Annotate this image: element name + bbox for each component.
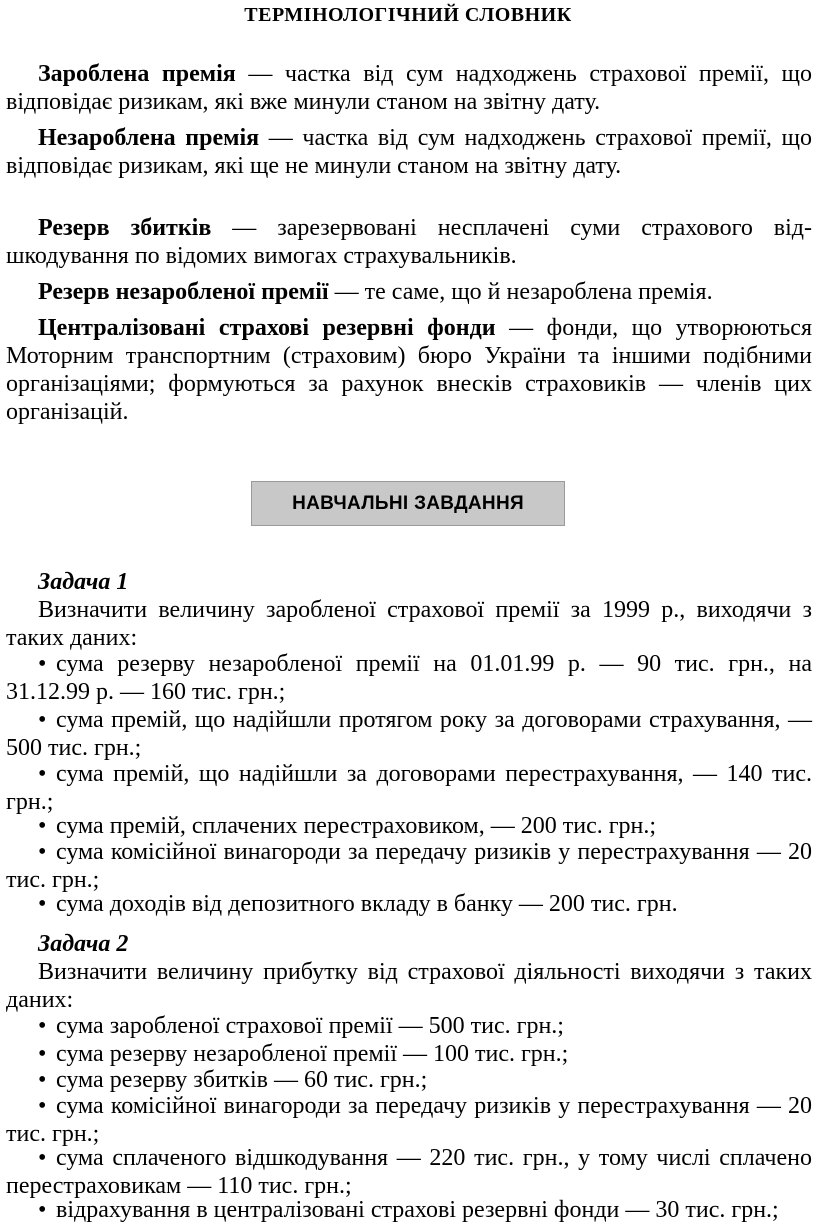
bullet-icon: • bbox=[38, 1093, 47, 1119]
term-name: Резерв незаробленої премії bbox=[38, 279, 329, 305]
term-text: — зарезервовані несплачені суми страхового відшкодування по відомих вимогах страхувальників. bbox=[6, 215, 812, 269]
bullet-icon: • bbox=[38, 761, 47, 787]
bullet-icon: • bbox=[38, 839, 47, 865]
list-item: • сума сплаченого відшкодування — 220 тис. грн., у тому числі сплачено перестраховикам — 110 тис. грн.; bbox=[6, 1145, 812, 1199]
term-name: Резерв збитків bbox=[38, 215, 212, 241]
section-banner: НАВЧАЛЬНІ ЗАВДАННЯ bbox=[251, 481, 565, 526]
term-name: Незароблена премія bbox=[38, 125, 260, 151]
task-title: Задача 2 bbox=[38, 931, 129, 957]
task-title: Задача 1 bbox=[38, 569, 129, 595]
list-item: • відрахування в централізовані страхові резервні фонди — 30 тис. грн.; bbox=[38, 1197, 779, 1223]
list-item: • сума премій, сплачених перестраховиком, — 200 тис. грн.; bbox=[38, 813, 657, 839]
term-text: — частка від сум надходжень страхової премії, що відповідає ризикам, які ще не минули станом на звітну дату. bbox=[6, 125, 812, 179]
term-definition bbox=[6, 214, 812, 270]
list-item: • сума комісійної винагороди за передачу ризиків у перестрахування — 20 тис. грн.; bbox=[6, 1093, 812, 1147]
bullet-icon: • bbox=[38, 1067, 47, 1093]
list-item: • сума резерву незаробленої премії — 100 тис. грн.; bbox=[38, 1041, 569, 1067]
bullet-icon: • bbox=[38, 1041, 47, 1067]
term-text: — фонди, що утворюються Моторним транспортним (страховим) бюро України та іншими подібними організаціями; формуються за рахунок внесків страховиків — членів цих організацій. bbox=[6, 315, 812, 425]
list-item: • сума премій, що надійшли за договорами перестрахування, — 140 тис. грн.; bbox=[6, 761, 812, 815]
bullet-icon: • bbox=[38, 707, 47, 733]
page-title: ТЕРМІНОЛОГІЧНИЙ СЛОВНИК bbox=[244, 4, 572, 26]
term-definition bbox=[6, 60, 812, 116]
term-definition bbox=[6, 124, 812, 180]
term-name: Централізовані страхові резервні фонди bbox=[38, 315, 496, 341]
bullet-icon: • bbox=[38, 813, 47, 839]
task-intro: Визначити величину заробленої страхової премії за 1999 р., виходячи з таких даних: bbox=[6, 597, 812, 651]
task-intro: Визначити величину прибутку від страхової діяльності виходячи з таких даних: bbox=[6, 959, 812, 1013]
list-item: • сума комісійної винагороди за передачу ризиків у перестрахування — 20 тис. грн.; bbox=[6, 839, 812, 893]
term-text: — частка від сум надходжень страхової премії, що відповідає ризикам, які вже минули станом на звітну дату. bbox=[6, 61, 812, 115]
bullet-icon: • bbox=[38, 1197, 47, 1223]
list-item: • сума заробленої страхової премії — 500 тис. грн.; bbox=[38, 1013, 564, 1039]
list-item: • сума резерву збитків — 60 тис. грн.; bbox=[38, 1067, 428, 1093]
list-item: • сума премій, що надійшли протягом року за договорами страхування, — 500 тис. грн.; bbox=[6, 707, 812, 761]
term-name: Зароблена премія bbox=[38, 61, 236, 87]
list-item: • сума доходів від депозитного вкладу в банку — 200 тис. грн. bbox=[38, 891, 678, 917]
bullet-icon: • bbox=[38, 1145, 47, 1171]
bullet-icon: • bbox=[38, 891, 47, 917]
term-text: — те саме, що й незароблена премія. bbox=[328, 279, 713, 305]
term-definition bbox=[6, 314, 812, 426]
bullet-icon: • bbox=[38, 1013, 47, 1039]
list-item: • сума резерву незаробленої премії на 01.01.99 р. — 90 тис. грн., на 31.12.99 р. — 160 тис. грн.; bbox=[6, 651, 812, 705]
bullet-icon: • bbox=[38, 651, 47, 677]
term-definition bbox=[6, 278, 812, 306]
